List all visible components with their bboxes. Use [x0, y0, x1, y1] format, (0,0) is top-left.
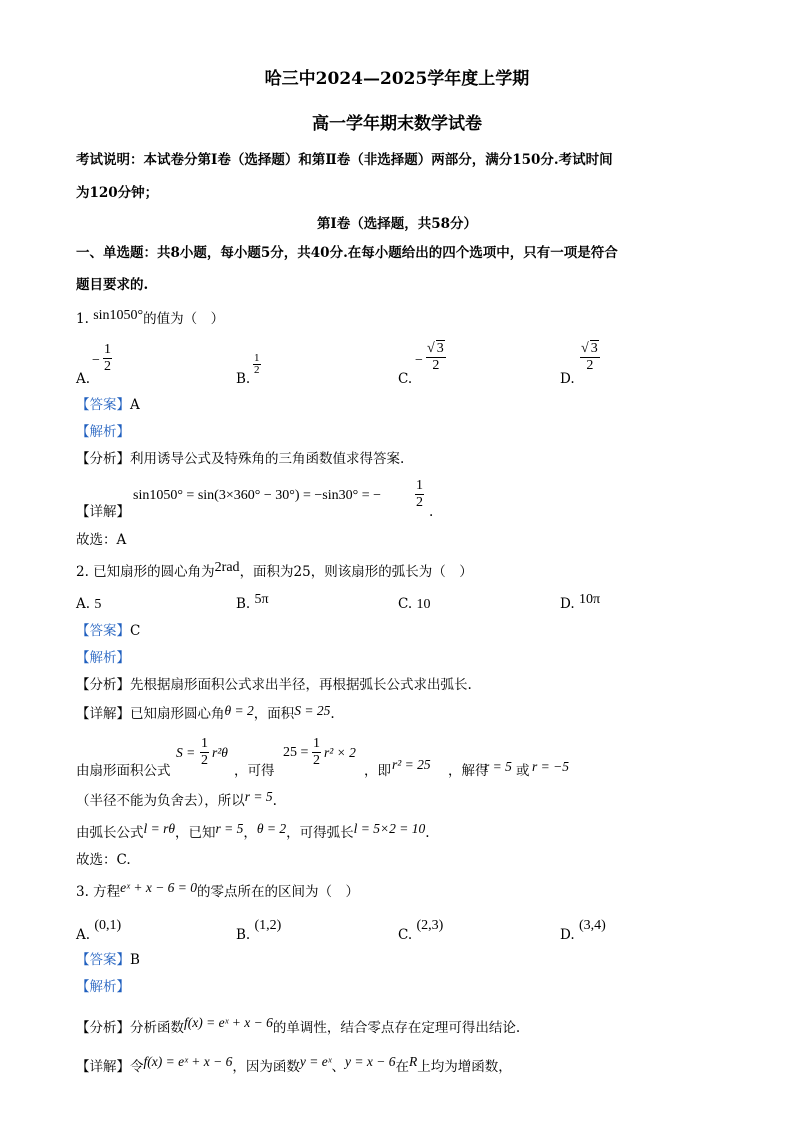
q3-option-a-value: (0,1) — [94, 918, 122, 933]
answer-tag: 【答案】 — [76, 623, 130, 639]
q1-answer: A — [130, 397, 140, 413]
q2-area-r5: r = 5 — [484, 759, 512, 774]
q3-stem-post: 的零点所在的区间为（ ） — [197, 884, 360, 900]
q2-option-a-value: 5 — [94, 597, 102, 612]
q3-detail-func: f(x) = eˣ + x − 6 — [143, 1054, 233, 1069]
q3-option-d-label: D. — [560, 927, 575, 943]
q1-option-c-sign: − — [415, 353, 423, 368]
q2-detail-1-theta: θ = 2 — [224, 703, 254, 718]
q1-option-a-fraction — [103, 342, 112, 375]
q2-option-d — [560, 592, 601, 614]
q2-area-or: 或 — [516, 763, 530, 779]
q2-detail-1-s: S = 25 — [294, 703, 331, 718]
q1-option-d-label: D. — [560, 371, 575, 387]
q3-detail-line — [76, 1054, 512, 1076]
q1-option-c-label: C. — [398, 371, 413, 387]
q2-area-rneg: r = −5 — [532, 759, 569, 774]
fenxi-tag: 【分析】 — [76, 451, 130, 467]
q1-option-a-sign: − — [92, 353, 100, 368]
q3-detail-y1: y = eˣ — [299, 1054, 332, 1069]
q2-stem — [76, 560, 473, 582]
q2-area-frac-num: 1 — [201, 736, 208, 751]
answer-tag: 【答案】 — [76, 397, 130, 413]
q3-fenxi-func: f(x) = eˣ + x − 6 — [184, 1015, 273, 1030]
q2-option-c-label: C. — [398, 596, 413, 612]
q2-stem-post: ，面积为25，则该扇形的弧长为（ ） — [239, 564, 473, 580]
single-choice-line2: 题目要求的. — [76, 277, 149, 293]
q3-equation: eˣ + x − 6 = 0 — [120, 880, 198, 895]
q2-choose: 故选：C. — [76, 852, 131, 868]
q2-arc-end: . — [425, 825, 430, 841]
q1-fenxi: 利用诱导公式及特殊角的三角函数值求得答案. — [130, 451, 405, 467]
q1-option-c-den: 2 — [432, 358, 440, 373]
q2-detail-1-pre: 已知扇形圆心角 — [130, 706, 225, 722]
q3-option-a-label: A. — [76, 927, 91, 943]
fenxi-tag: 【分析】 — [76, 677, 130, 693]
q2-fenxi: 先根据扇形面积公式求出半径，再根据弧长公式求出弧长. — [130, 677, 472, 693]
q2-arc-mid1: ，已知 — [175, 825, 216, 841]
q2-analysis-tag: 【解析】 — [76, 650, 130, 666]
q1-option-b-label: B. — [236, 371, 251, 387]
detail-tag: 【详解】 — [76, 1059, 130, 1075]
q1-choose: 故选：A — [76, 532, 127, 548]
fenxi-tag: 【分析】 — [76, 1020, 130, 1036]
q3-answer-line — [76, 951, 140, 969]
exam-subtitle: 高一学年期末数学试卷 — [312, 114, 482, 134]
q3-stem-pre: 3. 方程 — [76, 884, 121, 900]
q3-fenxi-post: 的单调性，结合零点存在定理可得出结论. — [272, 1020, 521, 1036]
q1-option-b-fraction — [253, 353, 261, 376]
q3-answer: B — [130, 952, 140, 968]
q1-option-a-den: 2 — [104, 359, 111, 374]
q2-area-frac-num: 1 — [313, 736, 320, 751]
q2-angle: 2rad — [214, 560, 240, 575]
q3-detail-mid: ，因为函数 — [232, 1059, 300, 1075]
q2-radius-note-pre: （半径不能为负舍去），所以 — [76, 793, 245, 809]
q2-option-a — [76, 595, 101, 614]
q3-option-d-value: (3,4) — [578, 918, 606, 933]
q2-option-b-value: 5π — [254, 592, 269, 607]
q1-number: 1. — [76, 311, 89, 327]
q1-option-b-num: 1 — [254, 352, 260, 364]
q3-detail-sep: 、 — [331, 1059, 346, 1075]
q1-option-d-num: 3 — [590, 341, 598, 356]
q1-detail-tag: 【详解】 — [76, 504, 130, 520]
q3-detail-y2: y = x − 6 — [345, 1054, 396, 1069]
q2-area-pre: 由扇形面积公式 — [76, 763, 171, 779]
q3-option-a — [76, 918, 122, 945]
q3-option-b-value: (1,2) — [254, 918, 282, 933]
q2-area-frac-den: 2 — [313, 753, 320, 768]
q3-option-c-label: C. — [398, 927, 413, 943]
single-choice-line1: 一、单选题：共8小题，每小题5分，共40分.在每小题给出的四个选项中，只有一项是符合 — [76, 245, 618, 261]
exam-note-line2: 为120分钟； — [76, 185, 159, 201]
q1-option-d-fraction — [580, 340, 600, 374]
sqrt-icon: √ — [581, 341, 589, 356]
q3-detail-R: R — [408, 1054, 418, 1069]
q2-radius-note-r: r = 5 — [244, 789, 273, 804]
q1-option-c-fraction — [426, 340, 446, 374]
q1-detail-num: 1 — [416, 478, 423, 493]
q3-detail-pre: 令 — [130, 1059, 144, 1075]
q2-answer: C — [130, 623, 141, 639]
q2-option-c-value: 10 — [416, 597, 431, 612]
q1-option-c-num: 3 — [436, 341, 444, 356]
q3-option-b — [236, 918, 282, 945]
q2-radius-note — [76, 789, 277, 810]
q1-stem — [76, 310, 224, 329]
q2-option-b — [236, 592, 269, 614]
q1-detail-den: 2 — [416, 495, 423, 510]
q1-answer-line — [76, 396, 140, 414]
q3-option-d — [560, 918, 606, 945]
q2-option-d-value: 10π — [578, 592, 601, 607]
q2-answer-line — [76, 622, 140, 640]
q2-arc-pre: 由弧长公式 — [76, 825, 144, 841]
q2-area-frac-den: 2 — [201, 753, 208, 768]
q2-stem-pre: 2. 已知扇形的圆心角为 — [76, 564, 215, 580]
exam-title: 哈三中2024—2025学年度上学期 — [264, 69, 530, 89]
q2-fenxi-line — [76, 676, 472, 694]
q2-arc-r: r = 5 — [215, 821, 244, 836]
q2-area-formula-fraction — [200, 736, 209, 769]
q3-fenxi-pre: 分析函数 — [130, 1020, 184, 1036]
q2-detail-1-end: . — [330, 706, 335, 722]
q1-option-b-den: 2 — [254, 364, 260, 376]
q2-arc-mid2: ， — [243, 825, 257, 841]
q3-analysis-tag: 【解析】 — [76, 979, 130, 995]
q3-detail-in: 在 — [395, 1059, 409, 1075]
q2-radius-note-end: . — [272, 793, 277, 809]
q2-area-formula-lhs: S = — [176, 745, 196, 760]
q2-arc-result: l = 5×2 = 10 — [353, 821, 426, 836]
q1-expr: sin1050° — [93, 308, 144, 323]
q1-detail-end: . — [429, 504, 434, 520]
q1-analysis-tag: 【解析】 — [76, 424, 130, 440]
q3-option-c-value: (2,3) — [416, 918, 444, 933]
q3-stem — [76, 880, 360, 901]
q2-area-mid1: ，可得 — [234, 763, 275, 779]
q2-option-d-label: D. — [560, 596, 575, 612]
q2-area-formula-rhs: r²θ — [212, 745, 228, 760]
q1-detail-expr: sin1050° = sin(3×360° − 30°) = −sin30° = − — [133, 488, 382, 503]
q2-detail-1-mid: ，面积 — [253, 706, 295, 722]
q3-detail-post: 上均为增函数， — [417, 1059, 512, 1075]
q2-area-mid2: ，即 — [364, 763, 391, 779]
answer-tag: 【答案】 — [76, 952, 130, 968]
q3-fenxi-line — [76, 1015, 521, 1037]
q2-arc-line — [76, 821, 430, 842]
q1-option-a-num: 1 — [104, 342, 111, 357]
detail-tag: 【详解】 — [76, 706, 130, 722]
q2-area-eq-rhs: r² × 2 — [324, 745, 356, 760]
q2-option-a-label: A. — [76, 596, 91, 612]
q2-detail-line1 — [76, 705, 335, 723]
q2-arc-mid3: ，可得弧长 — [286, 825, 354, 841]
part1-heading: 第Ⅰ卷（选择题，共58分） — [316, 216, 478, 232]
q1-stem-suffix: 的值为（ ） — [143, 311, 225, 327]
q2-area-mid3: ，解得 — [448, 763, 489, 779]
q2-option-c — [398, 595, 430, 614]
q2-area-eq-fraction — [312, 736, 321, 769]
q1-option-a-label: A. — [76, 371, 91, 387]
q1-fenxi-line — [76, 450, 404, 468]
q3-option-c — [398, 918, 444, 945]
q3-option-b-label: B. — [236, 927, 251, 943]
exam-note-line1: 考试说明：本试卷分第Ⅰ卷（选择题）和第Ⅱ卷（非选择题）两部分，满分150分.考试时间 — [76, 152, 613, 168]
q2-arc-formula: l = rθ — [143, 821, 175, 836]
q2-area-eq-lhs: 25 = — [283, 745, 309, 760]
q1-detail-fraction — [415, 478, 424, 511]
q2-arc-theta: θ = 2 — [256, 821, 287, 836]
sqrt-icon: √ — [427, 341, 435, 356]
q2-option-b-label: B. — [236, 596, 251, 612]
q2-area-r2: r² = 25 — [392, 757, 431, 772]
q1-option-d-den: 2 — [586, 358, 594, 373]
